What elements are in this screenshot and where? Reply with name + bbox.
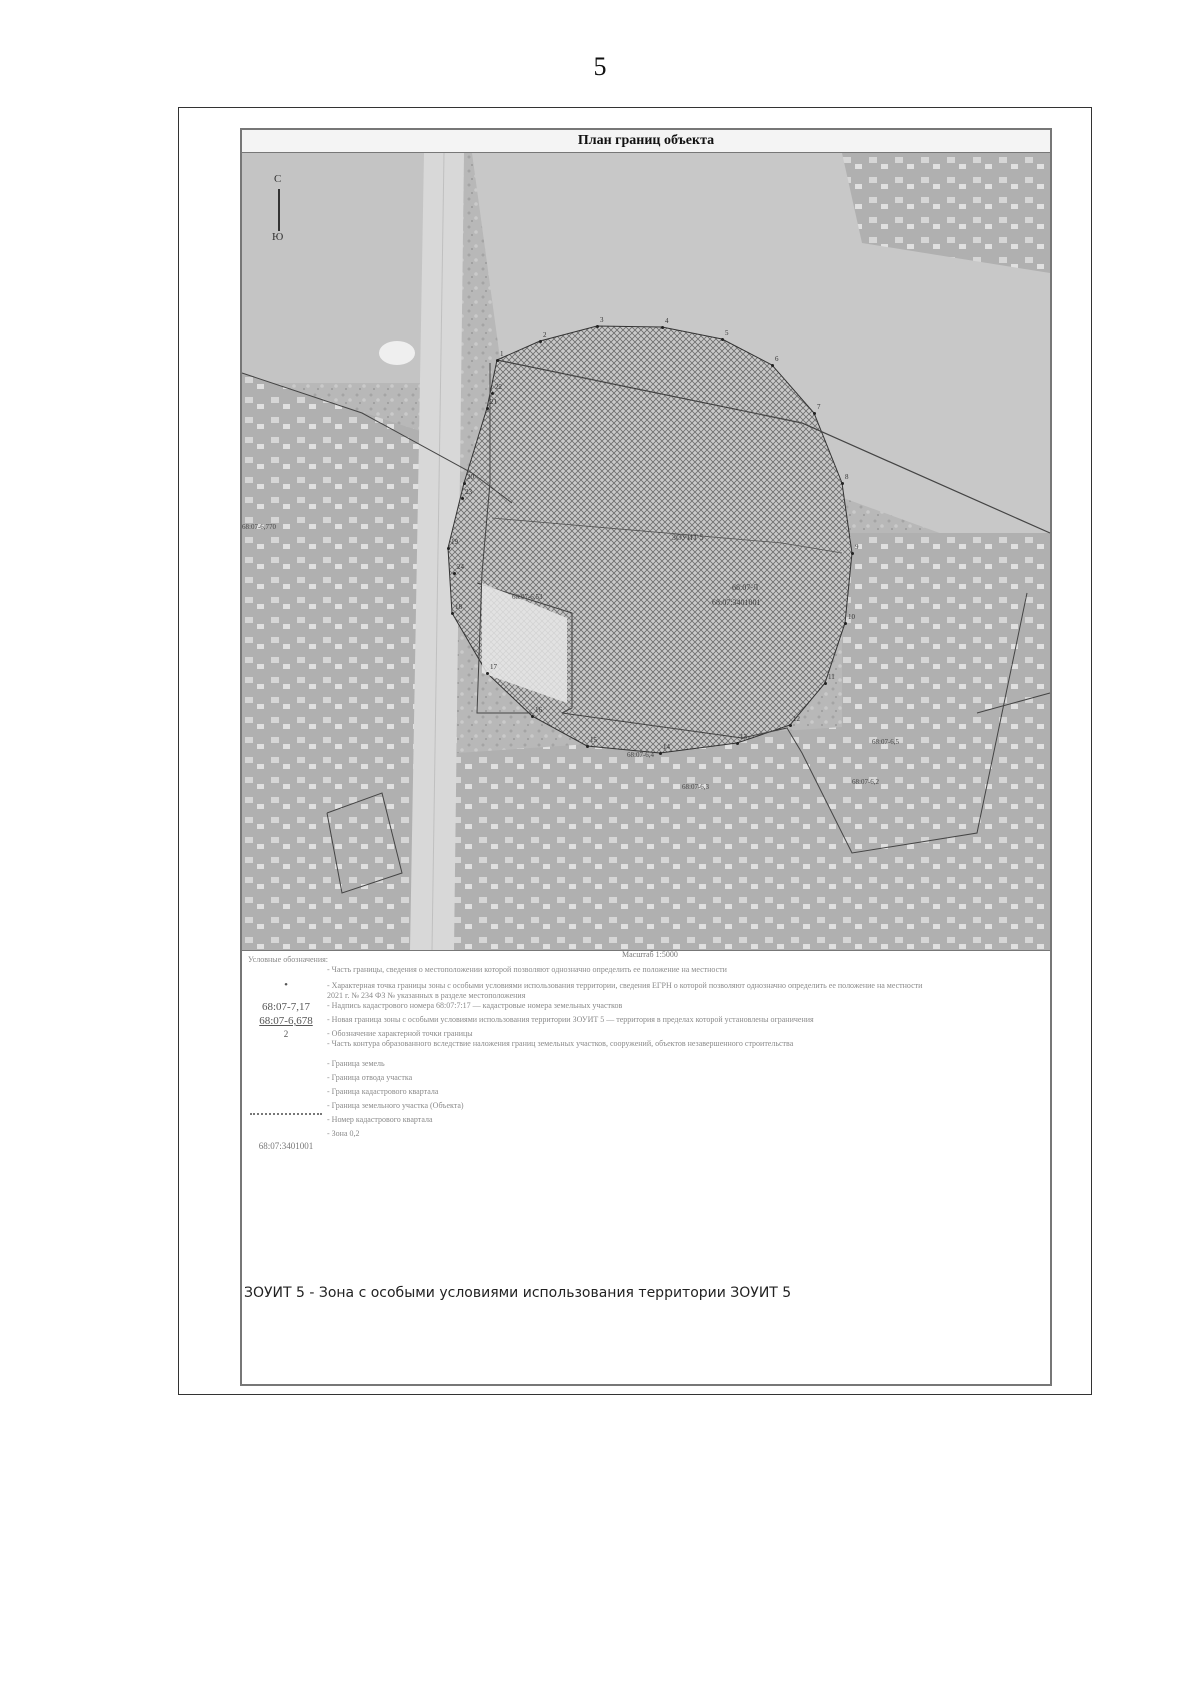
point-marker-icon <box>586 745 589 748</box>
point-number: 16 <box>535 706 542 714</box>
south-label: Ю <box>272 231 284 243</box>
point-number: 2 <box>543 331 547 339</box>
point-number: 7 <box>817 403 821 411</box>
settlement-south <box>457 713 1050 950</box>
point-symbol-icon: • <box>284 979 288 991</box>
plan-title: План границ объекта <box>242 130 1050 153</box>
legend-block: 68:07:3401001 <box>258 1141 314 1151</box>
map-label-west: 68:07-6,770 <box>242 523 277 531</box>
legend-parcel-a: 68:07-7,17 <box>262 1001 310 1013</box>
point-number: 10 <box>848 613 855 621</box>
legend-row: - Часть контура образованного вследствие наложения границ земельных участков, сооружений, объектов незавершенного строительства <box>327 1039 794 1048</box>
map-label-right-a: 68:07-6,5 <box>872 738 900 746</box>
point-marker-icon <box>596 325 599 328</box>
light-spot <box>379 341 415 365</box>
point-number: 17 <box>490 663 497 671</box>
point-marker-icon <box>789 724 792 727</box>
point-number: 3 <box>600 316 604 324</box>
legend-parcel-c: 2 <box>283 1029 289 1039</box>
point-marker-icon <box>496 359 499 362</box>
legend-dotted-line <box>250 1113 322 1115</box>
point-marker-icon <box>661 326 664 329</box>
map-label-bottom2: 68:07-6,3 <box>682 783 710 791</box>
point-marker-icon <box>659 752 662 755</box>
legend-row: - Граница земель <box>327 1059 385 1068</box>
map-label-zone: ЗОУИТ 5 <box>672 533 704 542</box>
point-marker-icon <box>453 572 456 575</box>
point-marker-icon <box>486 672 489 675</box>
map-label-parcel: 68:07-Л <box>732 583 759 592</box>
zone-zouit-5 <box>448 326 852 753</box>
point-number: 21 <box>490 398 497 406</box>
point-marker-icon <box>531 715 534 718</box>
zone-description: ЗОУИТ 5 - Зона с особыми условиями использования территории ЗОУИТ 5 <box>244 1285 792 1301</box>
map-label-block: 68:07:3401001 <box>712 598 761 607</box>
point-number: 4 <box>665 317 669 325</box>
point-marker-icon <box>721 338 724 341</box>
north-label: С <box>274 173 282 185</box>
legend <box>242 950 1050 1385</box>
point-marker-icon <box>463 482 466 485</box>
plan-frame <box>240 128 1052 1386</box>
legend-title: Условные обозначения: <box>248 955 329 964</box>
legend-row: - Надпись кадастрового номера 68:07:7:17 — кадастровые номера земельных участков <box>327 1001 623 1010</box>
point-marker-icon <box>539 340 542 343</box>
point-marker-icon <box>451 612 454 615</box>
legend-row: - Часть границы, сведения о местоположении которой позволяют однозначно определить ее положение на местности <box>327 965 727 974</box>
north-arrow-icon <box>278 189 280 231</box>
scale-label: Масштаб 1:5000 <box>622 950 678 959</box>
point-number: 1 <box>500 350 504 358</box>
legend-row: - Обозначение характерной точки границы <box>327 1029 473 1038</box>
point-number: 13 <box>740 733 747 741</box>
point-marker-icon <box>491 392 494 395</box>
legend-row: - Граница кадастрового квартала <box>327 1087 439 1096</box>
point-number: 15 <box>590 736 597 744</box>
point-marker-icon <box>461 497 464 500</box>
legend-parcel-b: 68:07-6,678 <box>259 1015 313 1027</box>
point-marker-icon <box>851 552 854 555</box>
legend-row: - Граница отвода участка <box>327 1073 413 1082</box>
point-marker-icon <box>841 482 844 485</box>
point-marker-icon <box>824 682 827 685</box>
point-number: 20 <box>467 473 474 481</box>
map-label-bottom: 68:07-6,4 <box>627 751 655 759</box>
point-number: 19 <box>451 538 458 546</box>
point-number: 12 <box>793 715 800 723</box>
map-label-small: 68:07-6,53 <box>512 593 543 601</box>
point-number: 11 <box>828 673 835 681</box>
point-number: 14 <box>663 743 670 751</box>
point-number: 5 <box>725 329 729 337</box>
legend-row: - Зона 0,2 <box>327 1129 360 1138</box>
legend-row: 2021 г. № 234 ФЗ № указанных в разделе местоположения <box>327 991 526 1000</box>
point-number: 23 <box>465 488 472 496</box>
point-marker-icon <box>844 622 847 625</box>
point-number: 24 <box>457 563 464 571</box>
point-number: 6 <box>775 355 779 363</box>
legend-row: - Характерная точка границы зоны с особыми условиями использования территории, сведения ЕГРН о которой позволяют однозначно определить ее положение на местности <box>327 981 923 990</box>
legend-row: - Граница земельного участка (Объекта) <box>327 1101 464 1110</box>
point-number: 8 <box>845 473 849 481</box>
map-area <box>242 153 1050 959</box>
point-number: 22 <box>495 383 502 391</box>
page-number: 5 <box>593 52 607 81</box>
legend-row: - Новая граница зоны с особыми условиями использования территории ЗОУИТ 5 — территория в пределах которой установлены ограничения <box>327 1015 814 1024</box>
point-marker-icon <box>813 412 816 415</box>
settlement-east <box>842 533 1050 753</box>
point-marker-icon <box>771 364 774 367</box>
point-number: 9 <box>855 543 859 551</box>
map-svg <box>242 153 1050 950</box>
point-marker-icon <box>736 742 739 745</box>
map-label-right-b: 68:07-6,2 <box>852 778 880 786</box>
point-marker-icon <box>486 407 489 410</box>
point-number: 18 <box>455 603 462 611</box>
legend-row: - Номер кадастрового квартала <box>327 1115 433 1124</box>
point-marker-icon <box>447 547 450 550</box>
